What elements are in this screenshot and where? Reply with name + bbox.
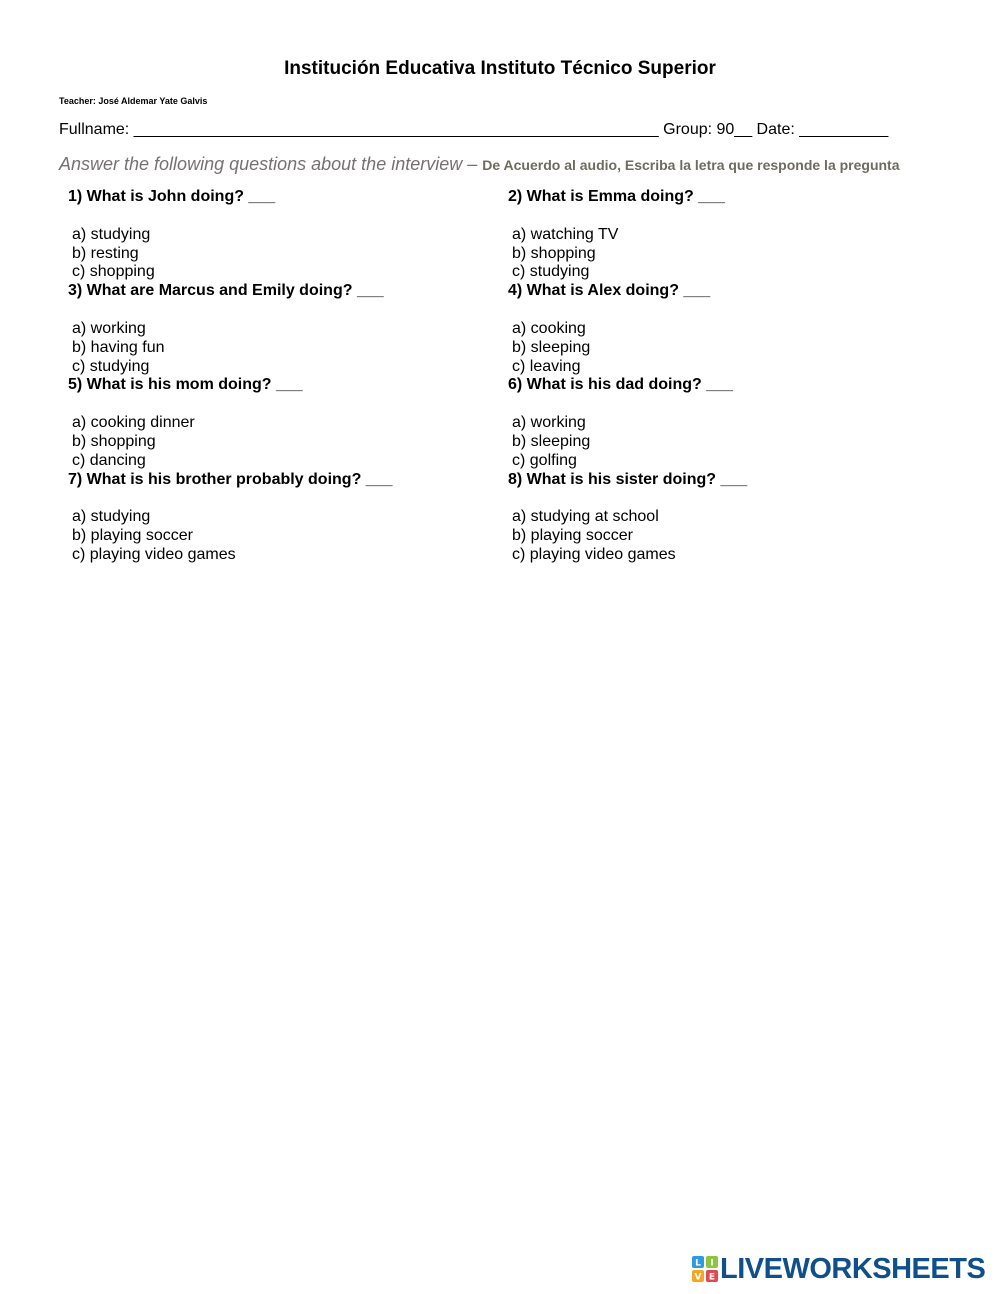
fullname-line: Fullname: ___________________________________________________________ Group: 90__ Date: __________ [59,121,889,138]
question-title: 2) What is Emma doing? ___ [508,188,725,205]
answer-option: c) studying [72,357,150,375]
svg-text:E: E [708,1272,716,1282]
answer-option: c) playing video games [512,545,676,563]
svg-text:I: I [710,1258,714,1269]
question-block [508,188,928,282]
answer-option: a) studying [72,508,151,526]
answer-option: b) shopping [512,244,596,262]
answer-option: a) watching TV [512,225,619,243]
question-block [68,471,488,565]
question-block [508,282,928,376]
question-title: 6) What is his dad doing? ___ [508,376,733,394]
page-title: Institución Educativa Instituto Técnico Superior [284,58,716,79]
answer-option: c) dancing [72,451,146,469]
answer-option: a) cooking dinner [72,414,195,432]
answer-option: a) studying [72,225,151,243]
answer-option: c) studying [512,263,590,281]
answer-option: c) golfing [512,451,577,469]
answer-option: a) studying at school [512,508,659,526]
question-title: 8) What is his sister doing? ___ [508,470,748,488]
instructions-lead: Answer the following questions about the interview – [59,154,483,174]
answer-option: c) playing video games [72,545,236,563]
answer-option: b) resting [72,244,139,262]
answer-option: b) sleeping [512,338,591,356]
liveworksheets-mark-icon [692,1256,718,1282]
svg-text:L: L [695,1258,701,1269]
answer-option: a) working [512,414,586,432]
question-block [68,376,488,470]
answer-option: a) working [72,319,146,337]
answer-option: b) sleeping [512,432,591,450]
liveworksheets-wordmark: LIVEWORKSHEETS [720,1252,986,1285]
questions-left-column [68,188,488,565]
question-title: 1) What is John doing? ___ [68,188,276,205]
answer-option: b) shopping [72,432,156,450]
question-block [508,376,928,470]
question-title: 4) What is Alex doing? ___ [508,282,711,300]
teacher-name: Teacher: José Aldemar Yate Galvis [59,96,208,106]
answer-option: b) playing soccer [72,527,193,545]
question-block [68,188,488,282]
answer-option: c) leaving [512,357,581,375]
question-block [508,471,928,565]
questions-right-column [508,188,928,565]
liveworksheets-logo [692,1254,985,1284]
svg-text:V: V [694,1272,702,1282]
question-block [68,282,488,376]
answer-option: b) having fun [72,338,165,356]
answer-option: b) playing soccer [512,527,633,545]
instructions-spanish: De Acuerdo al audio, Escriba la letra que responde la pregunta [482,157,900,173]
answer-option: a) cooking [512,319,586,337]
question-title: 7) What is his brother probably doing? ___ [68,470,393,488]
question-title: 3) What are Marcus and Emily doing? ___ [68,282,384,300]
answer-option: c) shopping [72,263,155,281]
question-title: 5) What is his mom doing? ___ [68,376,303,394]
instructions [59,154,979,175]
